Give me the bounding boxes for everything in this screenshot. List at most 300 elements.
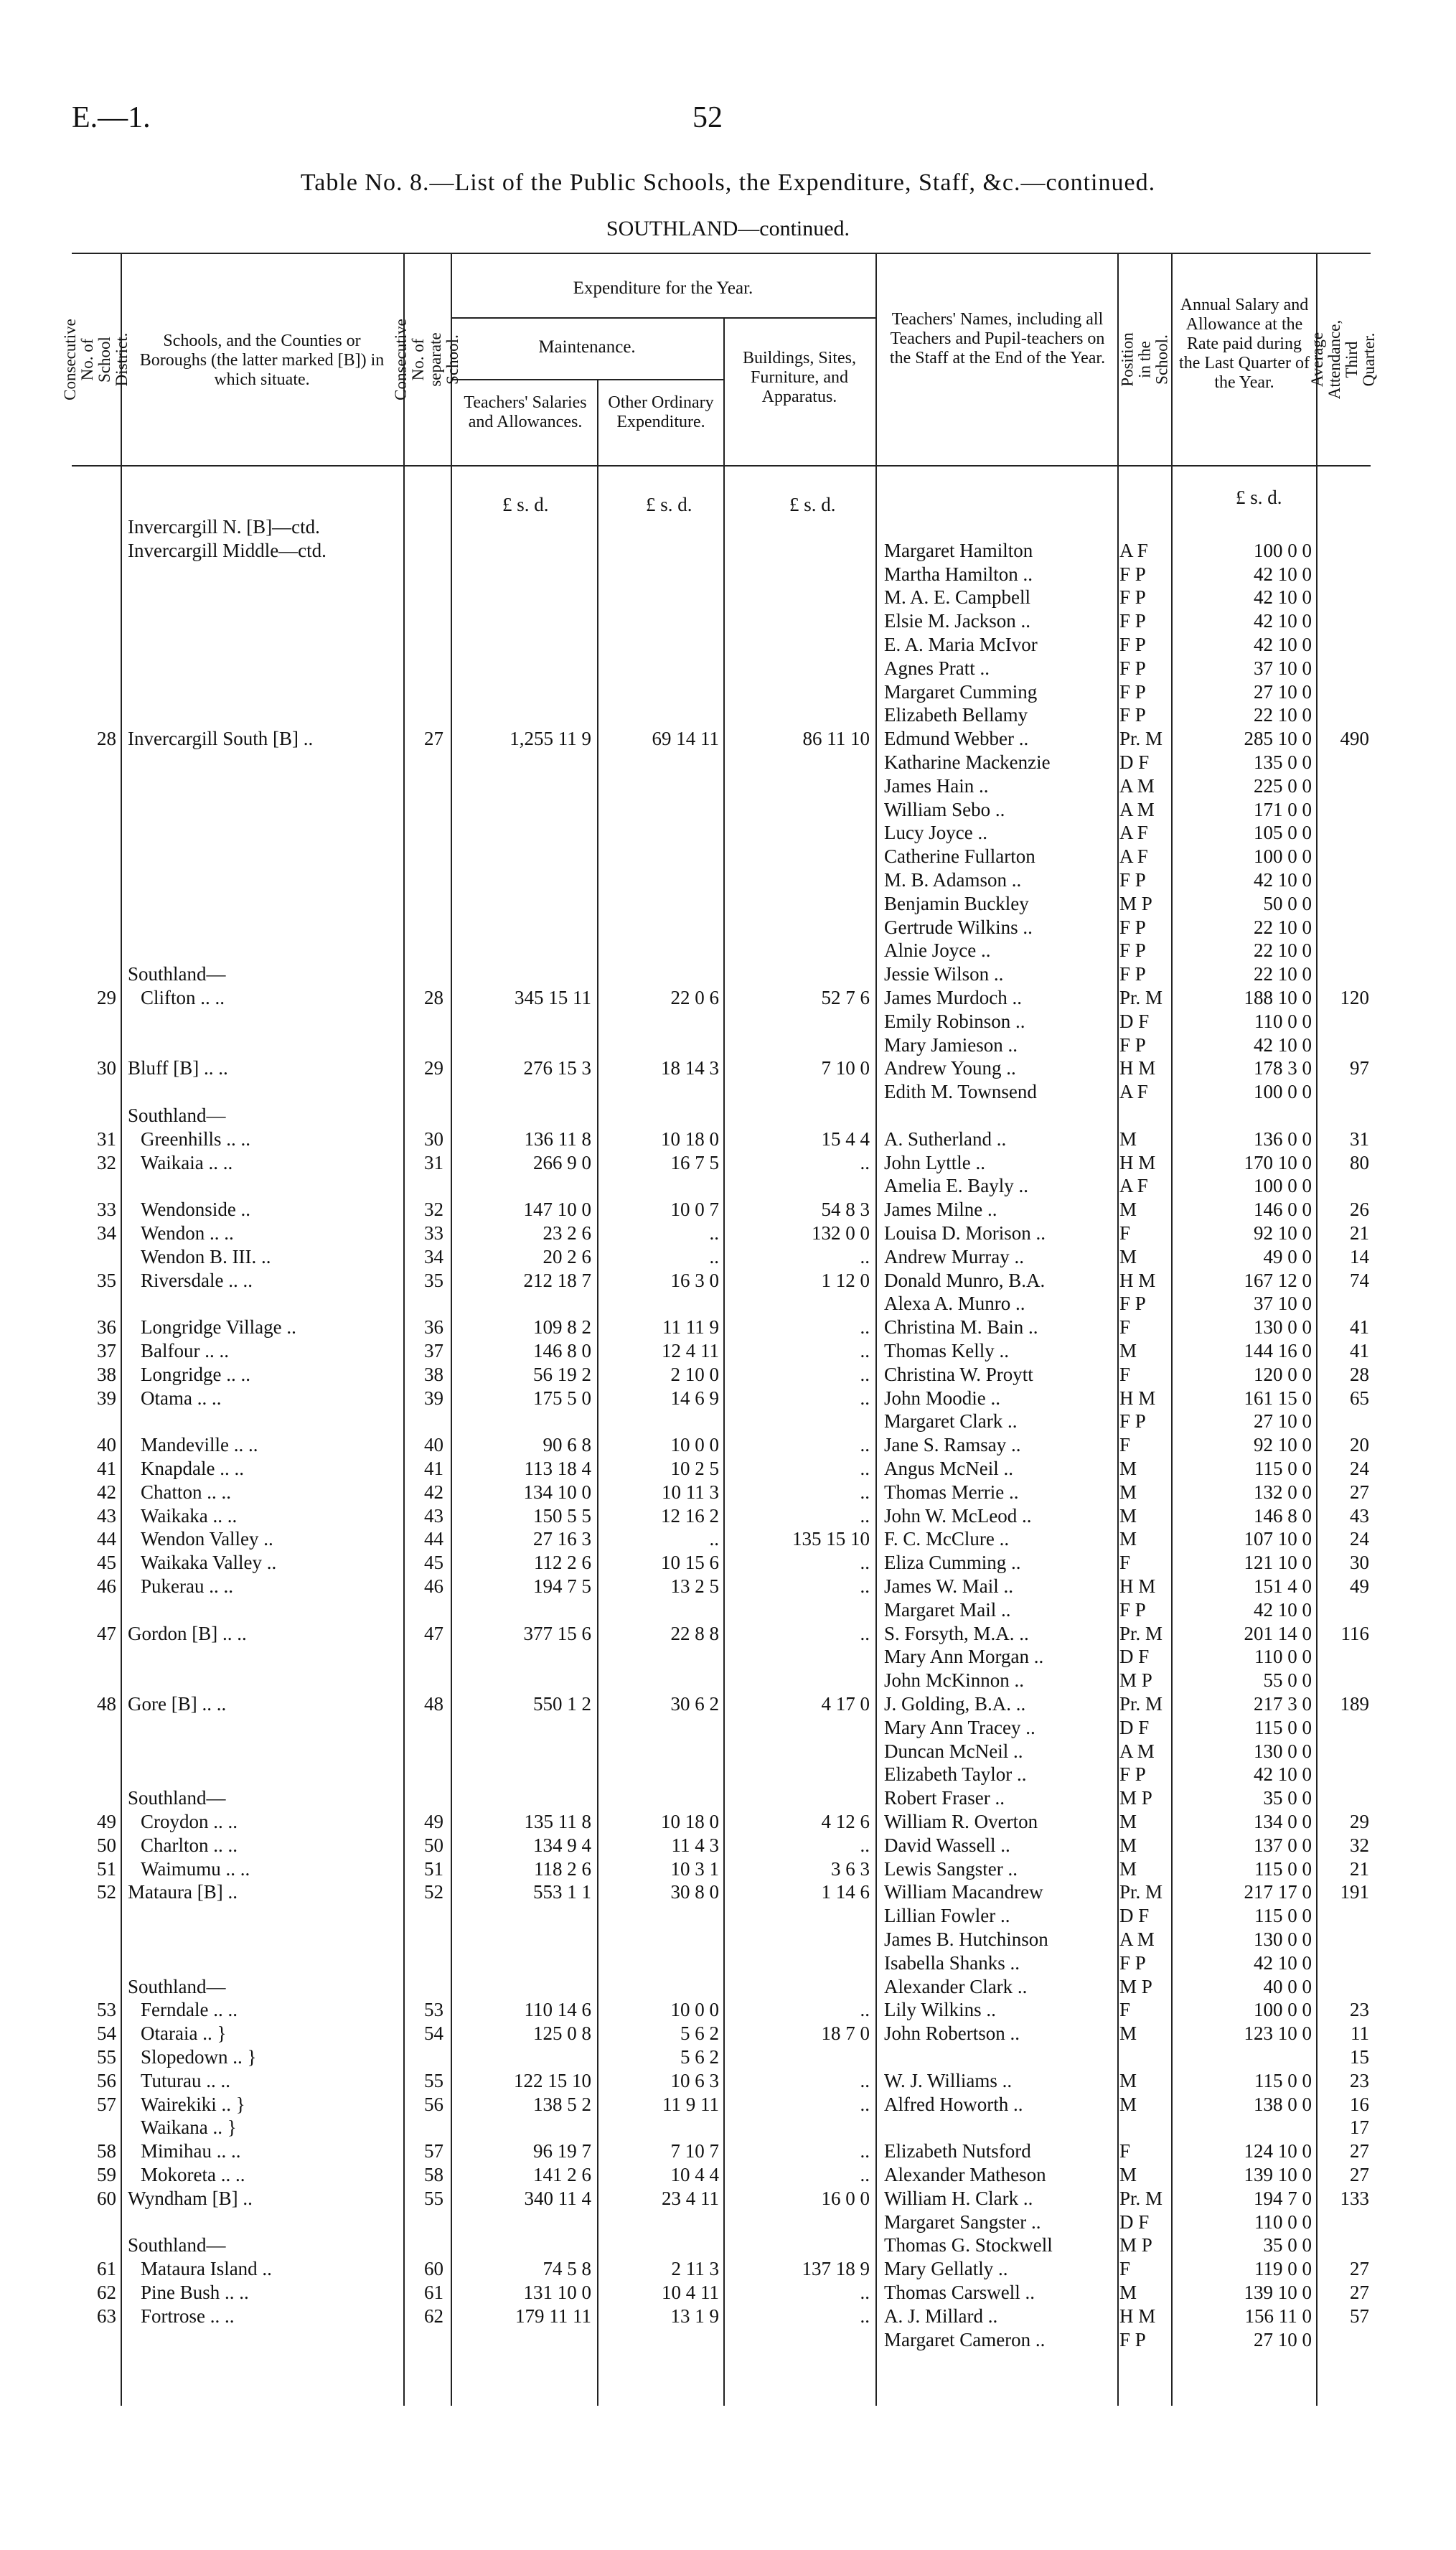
district-number: 31 xyxy=(97,1128,116,1150)
school-number: 41 xyxy=(424,1458,443,1479)
position-value: F xyxy=(1119,1316,1131,1339)
other-expenditure-value: 10 11 3 xyxy=(662,1481,719,1503)
salary-value: 92 10 0 xyxy=(1254,1222,1312,1244)
salaries-value: 179 11 11 xyxy=(515,2305,591,2327)
salaries-value: 131 10 0 xyxy=(523,2282,591,2303)
teacher-name: M. A. E. Campbell xyxy=(884,586,1030,609)
school-number: 50 xyxy=(424,1834,443,1856)
salary-value: 35 0 0 xyxy=(1263,2234,1312,2256)
salaries-value: 141 2 6 xyxy=(533,2164,591,2185)
header-salaries: Teachers' Salaries and Allowances. xyxy=(464,393,587,431)
salaries-value: 212 18 7 xyxy=(523,1269,591,1291)
buildings-value: 4 12 6 xyxy=(821,1811,870,1832)
salary-value: 121 10 0 xyxy=(1244,1552,1312,1574)
teacher-name: M. B. Adamson .. xyxy=(884,869,1022,891)
salaries-value: 109 8 2 xyxy=(533,1316,591,1339)
other-expenditure-value: 16 7 5 xyxy=(670,1151,719,1173)
school-name: Wendonside .. xyxy=(141,1199,251,1221)
district-number: 57 xyxy=(97,2093,116,2115)
school-name: Ferndale .. .. xyxy=(141,1999,238,2021)
district-number: 61 xyxy=(97,2258,116,2280)
teacher-name: Jessie Wilson .. xyxy=(884,963,1004,985)
position-value: F P xyxy=(1119,869,1146,891)
buildings-value: 54 8 3 xyxy=(821,1199,870,1221)
other-expenditure-value: 10 2 5 xyxy=(670,1458,719,1479)
teacher-name: Alfred Howorth .. xyxy=(884,2093,1023,2115)
school-number: 39 xyxy=(424,1387,443,1409)
district-number: 37 xyxy=(97,1340,116,1361)
salaries-value: 146 8 0 xyxy=(533,1340,591,1361)
school-name: Southland— xyxy=(128,1975,226,1997)
salary-value: 151 4 0 xyxy=(1254,1575,1312,1597)
salaries-value: 90 6 8 xyxy=(543,1434,591,1456)
position-value: F P xyxy=(1119,1951,1146,1974)
salaries-value: 345 15 11 xyxy=(515,987,591,1008)
school-name: Otama .. .. xyxy=(141,1387,222,1409)
buildings-value: 135 15 10 xyxy=(792,1528,870,1550)
teacher-name: Thomas Carswell .. xyxy=(884,2282,1035,2303)
school-name: Southland— xyxy=(128,963,226,985)
buildings-value: 1 14 6 xyxy=(821,1881,870,1903)
other-expenditure-value: 10 6 3 xyxy=(670,2069,719,2091)
teacher-name: Thomas Kelly .. xyxy=(884,1340,1009,1361)
teacher-name: Elizabeth Bellamy xyxy=(884,704,1028,726)
teacher-name: Emily Robinson .. xyxy=(884,1010,1025,1032)
district-number: 63 xyxy=(97,2305,116,2327)
teacher-name: Isabella Shanks .. xyxy=(884,1951,1020,1974)
position-value: F P xyxy=(1119,1033,1146,1056)
other-expenditure-value: 10 3 1 xyxy=(670,1857,719,1880)
teacher-name: John McKinnon .. xyxy=(884,1669,1024,1692)
buildings-value: .. xyxy=(860,1387,870,1409)
salary-value: 42 10 0 xyxy=(1254,586,1312,609)
teacher-name: Margaret Clark .. xyxy=(884,1410,1018,1433)
buildings-value: .. xyxy=(860,1363,870,1385)
buildings-value: .. xyxy=(860,1622,870,1644)
position-value: F P xyxy=(1119,1598,1146,1621)
buildings-value: .. xyxy=(860,2140,870,2162)
position-value: A M xyxy=(1119,1740,1155,1762)
teacher-name: Lillian Fowler .. xyxy=(884,1905,1010,1927)
teacher-name: Margaret Cameron .. xyxy=(884,2328,1046,2350)
attendance-value: 23 xyxy=(1350,2069,1369,2091)
header-maintenance: Maintenance. xyxy=(538,337,636,357)
other-expenditure-value: 5 6 2 xyxy=(680,2022,719,2045)
position-value: Pr. M xyxy=(1119,1881,1163,1903)
other-expenditure-value: 12 16 2 xyxy=(661,1504,719,1527)
attendance-value: 27 xyxy=(1350,2140,1369,2162)
salary-value: 136 0 0 xyxy=(1254,1128,1312,1150)
school-name: Southland— xyxy=(128,1105,226,1126)
teacher-name: A. J. Millard .. xyxy=(884,2305,998,2327)
position-value: M xyxy=(1119,2164,1137,2185)
teacher-name: Mary Gellatly .. xyxy=(884,2258,1008,2280)
other-expenditure-value: 22 8 8 xyxy=(670,1622,719,1644)
buildings-value: 3 6 3 xyxy=(831,1857,870,1880)
other-expenditure-value: 10 18 0 xyxy=(661,1811,719,1832)
position-value: M xyxy=(1119,2093,1137,2115)
attendance-value: 24 xyxy=(1350,1528,1369,1550)
salary-value: 146 0 0 xyxy=(1254,1199,1312,1221)
position-value: M P xyxy=(1119,1975,1152,1997)
school-name: Waimumu .. .. xyxy=(141,1857,250,1880)
school-name: Clifton .. .. xyxy=(141,987,225,1008)
lsd-buildings: £ s. d. xyxy=(789,494,836,515)
position-value: H M xyxy=(1119,1151,1156,1173)
district-number: 29 xyxy=(97,987,116,1008)
teacher-name: Catherine Fullarton xyxy=(884,845,1035,868)
position-value: A M xyxy=(1119,1928,1155,1950)
teacher-name: John Robertson .. xyxy=(884,2022,1020,2045)
teacher-name: William R. Overton xyxy=(884,1811,1038,1832)
salaries-value: 1,255 11 9 xyxy=(509,728,591,750)
buildings-value: .. xyxy=(860,1316,870,1339)
teacher-name: Alexander Clark .. xyxy=(884,1975,1028,1997)
position-value: M xyxy=(1119,1340,1137,1361)
header-teachers: Teachers' Names, including all Teachers and Pupil-teachers on the Staff at the End of the Year. xyxy=(889,310,1106,367)
school-name: Bluff [B] .. .. xyxy=(128,1057,228,1079)
district-number: 52 xyxy=(97,1881,116,1903)
school-name: Waikaka .. .. xyxy=(141,1504,238,1527)
school-number: 60 xyxy=(424,2258,443,2280)
salaries-value: 550 1 2 xyxy=(533,1693,591,1715)
attendance-value: 27 xyxy=(1350,2164,1369,2185)
school-name: Slopedown .. } xyxy=(141,2046,257,2068)
position-value: M P xyxy=(1119,2234,1152,2256)
position-value: H M xyxy=(1119,1269,1156,1291)
header-expenditure: Expenditure for the Year. xyxy=(573,278,753,298)
school-number: 58 xyxy=(424,2164,443,2185)
buildings-value: .. xyxy=(860,1834,870,1856)
position-value: Pr. M xyxy=(1119,1693,1163,1715)
teacher-name: Edith M. Townsend xyxy=(884,1081,1037,1103)
attendance-value: 191 xyxy=(1340,1881,1369,1903)
school-number: 29 xyxy=(424,1057,443,1079)
salary-value: 40 0 0 xyxy=(1263,1975,1312,1997)
position-value: M xyxy=(1119,1245,1137,1267)
salary-value: 124 10 0 xyxy=(1244,2140,1312,2162)
attendance-value: 32 xyxy=(1350,1834,1369,1856)
other-expenditure-value: 5 6 2 xyxy=(680,2046,719,2068)
position-value: Pr. M xyxy=(1119,728,1163,750)
position-value: H M xyxy=(1119,1387,1156,1409)
district-number: 39 xyxy=(97,1387,116,1409)
school-name: Wendon B. III. .. xyxy=(141,1245,271,1267)
salary-value: 42 10 0 xyxy=(1254,1598,1312,1621)
district-number: 33 xyxy=(97,1199,116,1221)
district-number: 49 xyxy=(97,1811,116,1832)
buildings-value: 132 0 0 xyxy=(812,1222,870,1244)
salaries-value: 377 15 6 xyxy=(523,1622,591,1644)
teacher-name: W. J. Williams .. xyxy=(884,2069,1013,2091)
header-buildings: Buildings, Sites, Furniture, and Apparatus. xyxy=(742,349,857,406)
district-number: 50 xyxy=(97,1834,116,1856)
school-name: Gordon [B] .. .. xyxy=(128,1622,247,1644)
other-expenditure-value: .. xyxy=(709,1222,719,1244)
position-value: D F xyxy=(1119,751,1150,773)
attendance-value: 65 xyxy=(1350,1387,1369,1409)
district-number: 40 xyxy=(97,1434,116,1456)
other-expenditure-value: 10 4 11 xyxy=(662,2282,719,2303)
table-title: Table No. 8.—List of the Public Schools, the Expenditure, Staff, &c.—continued. xyxy=(300,169,1156,196)
salary-value: 120 0 0 xyxy=(1254,1363,1312,1385)
buildings-value: 18 7 0 xyxy=(821,2022,870,2045)
attendance-value: 30 xyxy=(1350,1552,1369,1574)
buildings-value: .. xyxy=(860,1340,870,1361)
position-value: A F xyxy=(1119,539,1148,561)
other-expenditure-value: 10 18 0 xyxy=(661,1128,719,1150)
teacher-name: Mary Ann Morgan .. xyxy=(884,1646,1044,1668)
attendance-value: 27 xyxy=(1350,2282,1369,2303)
position-value: M xyxy=(1119,1811,1137,1832)
school-name: Gore [B] .. .. xyxy=(128,1693,227,1715)
salaries-value: 134 10 0 xyxy=(523,1481,591,1503)
school-number: 53 xyxy=(424,1999,443,2021)
school-number: 37 xyxy=(424,1340,443,1361)
header-school-no: Consecutive No. of separate School. xyxy=(392,319,462,400)
school-number: 40 xyxy=(424,1434,443,1456)
position-value: F P xyxy=(1119,1293,1146,1315)
teacher-name: Amelia E. Bayly .. xyxy=(884,1175,1028,1197)
salary-value: 144 16 0 xyxy=(1244,1340,1312,1361)
teacher-name: Christina W. Proytt xyxy=(884,1363,1033,1385)
school-name: Riversdale .. .. xyxy=(141,1269,253,1291)
salary-value: 217 17 0 xyxy=(1244,1881,1312,1903)
salary-value: 132 0 0 xyxy=(1254,1481,1312,1503)
salaries-value: 125 0 8 xyxy=(533,2022,591,2045)
position-value: M xyxy=(1119,1481,1137,1503)
school-number: 55 xyxy=(424,2187,443,2209)
attendance-value: 116 xyxy=(1340,1622,1369,1644)
salaries-value: 136 11 8 xyxy=(524,1128,591,1150)
teacher-name: Margaret Cumming xyxy=(884,680,1038,703)
salary-value: 171 0 0 xyxy=(1254,798,1312,820)
buildings-value: .. xyxy=(860,1575,870,1597)
school-number: 48 xyxy=(424,1693,443,1715)
position-value: M P xyxy=(1119,1787,1152,1809)
position-value: F xyxy=(1119,1434,1131,1456)
position-value: D F xyxy=(1119,1905,1150,1927)
buildings-value: 1 12 0 xyxy=(821,1269,870,1291)
buildings-value: .. xyxy=(860,1434,870,1456)
school-name: Pukerau .. .. xyxy=(141,1575,233,1597)
school-number: 32 xyxy=(424,1199,443,1221)
position-value: D F xyxy=(1119,1716,1150,1738)
attendance-value: 133 xyxy=(1340,2187,1369,2209)
school-name: Greenhills .. .. xyxy=(141,1128,250,1150)
attendance-value: 97 xyxy=(1350,1057,1369,1079)
position-value: F P xyxy=(1119,1410,1146,1433)
teacher-name: A. Sutherland .. xyxy=(884,1128,1007,1150)
buildings-value: .. xyxy=(860,1481,870,1503)
other-expenditure-value: 10 0 7 xyxy=(670,1199,719,1221)
salary-value: 42 10 0 xyxy=(1254,610,1312,632)
buildings-value: 137 18 9 xyxy=(802,2258,870,2280)
teacher-name: Thomas Merrie .. xyxy=(884,1481,1019,1503)
school-name: Mataura Island .. xyxy=(141,2258,272,2280)
school-name: Invercargill Middle—ctd. xyxy=(128,539,327,561)
salaries-value: 118 2 6 xyxy=(534,1857,591,1880)
salaries-value: 56 19 2 xyxy=(533,1363,591,1385)
school-number: 43 xyxy=(424,1504,443,1527)
attendance-value: 16 xyxy=(1350,2093,1369,2115)
buildings-value: .. xyxy=(860,2305,870,2327)
school-name: Mataura [B] .. xyxy=(128,1881,238,1903)
teacher-name: Robert Fraser .. xyxy=(884,1787,1005,1809)
salaries-value: 266 9 0 xyxy=(533,1151,591,1173)
other-expenditure-value: 2 11 3 xyxy=(671,2258,719,2280)
salaries-value: 122 15 10 xyxy=(514,2069,591,2091)
position-value: A F xyxy=(1119,1175,1148,1197)
table-subtitle: SOUTHLAND—continued. xyxy=(606,217,850,240)
position-value: F xyxy=(1119,1999,1131,2021)
attendance-value: 41 xyxy=(1350,1316,1369,1339)
teacher-name: Duncan McNeil .. xyxy=(884,1740,1023,1762)
other-expenditure-value: 69 14 11 xyxy=(652,728,719,750)
other-expenditure-value: .. xyxy=(709,1528,719,1550)
salaries-value: 147 10 0 xyxy=(523,1199,591,1221)
salary-value: 100 0 0 xyxy=(1254,1175,1312,1197)
school-number: 61 xyxy=(424,2282,443,2303)
salaries-value: 110 14 6 xyxy=(524,1999,591,2021)
teacher-name: William H. Clark .. xyxy=(884,2187,1033,2209)
salary-value: 22 10 0 xyxy=(1254,939,1312,962)
position-value: A M xyxy=(1119,774,1155,797)
header-schools: Schools, and the Counties or Boroughs (the latter marked [B]) in which situate. xyxy=(139,332,385,389)
school-name: Croydon .. .. xyxy=(141,1811,238,1832)
other-expenditure-value: 11 4 3 xyxy=(671,1834,719,1856)
position-value: F xyxy=(1119,1363,1131,1385)
position-value: F P xyxy=(1119,563,1146,585)
salaries-value: 112 2 6 xyxy=(534,1552,591,1574)
other-expenditure-value: 10 0 0 xyxy=(670,1999,719,2021)
teacher-name: Andrew Murray .. xyxy=(884,1245,1024,1267)
salary-value: 130 0 0 xyxy=(1254,1740,1312,1762)
position-value: D F xyxy=(1119,1010,1150,1032)
position-value: F P xyxy=(1119,610,1146,632)
school-number: 47 xyxy=(424,1622,443,1644)
attendance-value: 120 xyxy=(1340,987,1369,1008)
attendance-value: 23 xyxy=(1350,1999,1369,2021)
district-number: 51 xyxy=(97,1857,116,1880)
school-number: 49 xyxy=(424,1811,443,1832)
school-number: 55 xyxy=(424,2069,443,2091)
district-number: 60 xyxy=(97,2187,116,2209)
teacher-name: Elizabeth Taylor .. xyxy=(884,1763,1027,1786)
district-number: 30 xyxy=(97,1057,116,1079)
position-value: D F xyxy=(1119,2211,1150,2233)
other-expenditure-value: 11 11 9 xyxy=(662,1316,719,1339)
salary-value: 37 10 0 xyxy=(1254,1293,1312,1315)
salary-value: 167 12 0 xyxy=(1244,1269,1312,1291)
teacher-name: Edmund Webber .. xyxy=(884,728,1029,750)
district-number: 54 xyxy=(97,2022,116,2045)
position-value: Pr. M xyxy=(1119,2187,1163,2209)
position-value: F xyxy=(1119,1552,1131,1574)
school-number: 46 xyxy=(424,1575,443,1597)
attendance-value: 490 xyxy=(1340,728,1369,750)
salary-value: 146 8 0 xyxy=(1254,1504,1312,1527)
buildings-value: 4 17 0 xyxy=(821,1693,870,1715)
salary-value: 100 0 0 xyxy=(1254,845,1312,868)
position-value: H M xyxy=(1119,1057,1156,1079)
salaries-value: 134 9 4 xyxy=(533,1834,591,1856)
district-number: 47 xyxy=(97,1622,116,1644)
district-number: 59 xyxy=(97,2164,116,2185)
school-name: Longridge .. .. xyxy=(141,1363,250,1385)
district-number: 43 xyxy=(97,1504,116,1527)
salary-value: 42 10 0 xyxy=(1254,1763,1312,1786)
position-value: F P xyxy=(1119,939,1146,962)
lsd-salaries: £ s. d. xyxy=(502,494,549,515)
buildings-value: .. xyxy=(860,1151,870,1173)
district-number: 45 xyxy=(97,1552,116,1574)
salary-value: 110 0 0 xyxy=(1254,2211,1312,2233)
buildings-value: .. xyxy=(860,1552,870,1574)
salary-value: 27 10 0 xyxy=(1254,1410,1312,1433)
school-number: 35 xyxy=(424,1269,443,1291)
teacher-name: Mary Ann Tracey .. xyxy=(884,1716,1035,1738)
attendance-value: 26 xyxy=(1350,1199,1369,1221)
school-number: 62 xyxy=(424,2305,443,2327)
salary-value: 110 0 0 xyxy=(1254,1646,1312,1668)
school-name: Waikaka Valley .. xyxy=(141,1552,277,1574)
buildings-value: .. xyxy=(860,1999,870,2021)
salary-value: 50 0 0 xyxy=(1263,892,1312,914)
attendance-value: 74 xyxy=(1350,1269,1369,1291)
school-number: 57 xyxy=(424,2140,443,2162)
position-value: F P xyxy=(1119,634,1146,655)
salaries-value: 113 18 4 xyxy=(524,1458,591,1479)
school-number: 31 xyxy=(424,1151,443,1173)
salaries-value: 138 5 2 xyxy=(533,2093,591,2115)
teacher-name: Elsie M. Jackson .. xyxy=(884,610,1030,632)
salary-value: 49 0 0 xyxy=(1263,1245,1312,1267)
school-name: Chatton .. .. xyxy=(141,1481,231,1503)
school-number: 36 xyxy=(424,1316,443,1339)
position-value: M xyxy=(1119,1528,1137,1550)
school-name: Tuturau .. .. xyxy=(141,2069,231,2091)
buildings-value: .. xyxy=(860,2093,870,2115)
position-value: M P xyxy=(1119,892,1152,914)
salary-value: 22 10 0 xyxy=(1254,963,1312,985)
school-name: Wyndham [B] .. xyxy=(128,2187,253,2209)
teacher-name: Eliza Cumming .. xyxy=(884,1552,1021,1574)
school-number: 44 xyxy=(424,1528,443,1550)
teacher-name: Alexa A. Munro .. xyxy=(884,1293,1025,1315)
salary-value: 42 10 0 xyxy=(1254,1033,1312,1056)
position-value: A M xyxy=(1119,798,1155,820)
attendance-value: 43 xyxy=(1350,1504,1369,1527)
header-attendance: Average Attendance, Third Quarter. xyxy=(1308,319,1378,400)
school-name: Wendon .. .. xyxy=(141,1222,234,1244)
salary-value: 42 10 0 xyxy=(1254,563,1312,585)
salary-value: 115 0 0 xyxy=(1254,2069,1312,2091)
school-name: Balfour .. .. xyxy=(141,1340,229,1361)
document-reference: E.—1. xyxy=(72,101,151,134)
header-salary: Annual Salary and Allowance at the Rate paid during the Last Quarter of the Year. xyxy=(1179,296,1310,392)
salary-value: 188 10 0 xyxy=(1244,987,1312,1008)
position-value: M xyxy=(1119,1128,1137,1150)
attendance-value: 41 xyxy=(1350,1340,1369,1361)
position-value: F P xyxy=(1119,963,1146,985)
teacher-name: Elizabeth Nutsford xyxy=(884,2140,1031,2162)
buildings-value: 16 0 0 xyxy=(821,2187,870,2209)
salary-value: 115 0 0 xyxy=(1254,1458,1312,1479)
teacher-name: Lewis Sangster .. xyxy=(884,1857,1018,1880)
position-value: A F xyxy=(1119,1081,1148,1103)
position-value: F P xyxy=(1119,657,1146,679)
